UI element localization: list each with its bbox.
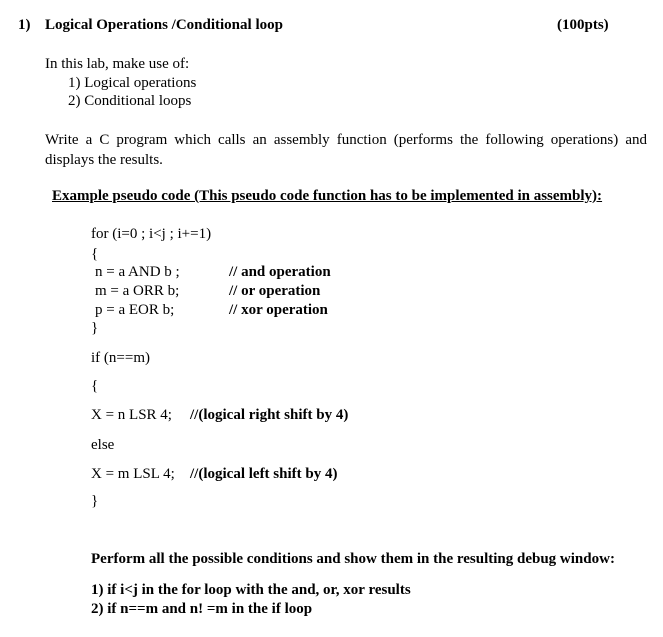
intro-lead: In this lab, make use of: bbox=[45, 56, 190, 72]
points-label: (100pts) bbox=[557, 17, 609, 33]
code-op-stmt: m = a ORR b; bbox=[95, 283, 180, 299]
perform-heading: Perform all the possible conditions and show them in the resulting debug window: bbox=[91, 551, 615, 567]
section-number: 1) bbox=[18, 17, 31, 33]
code-lsl-comment: //(logical left shift by 4) bbox=[190, 466, 338, 482]
example-heading: Example pseudo code (This pseudo code function has to be implemented in assembly): bbox=[52, 188, 603, 204]
code-op-comment: // and operation bbox=[229, 264, 331, 280]
code-lsl-stmt: X = m LSL 4; bbox=[91, 466, 175, 482]
code-open-brace: { bbox=[91, 246, 99, 262]
intro-item: 2) Conditional loops bbox=[68, 93, 192, 109]
perform-item: 2) if n==m and n! =m in the if loop bbox=[91, 601, 313, 617]
code-if-open-brace: { bbox=[91, 378, 99, 394]
section-title: Logical Operations /Conditional loop bbox=[45, 17, 283, 33]
code-op-comment: // xor operation bbox=[229, 302, 328, 318]
code-for-line: for (i=0 ; i<j ; i+=1) bbox=[91, 226, 212, 242]
code-lsr-stmt: X = n LSR 4; bbox=[91, 407, 172, 423]
code-if-close-brace: } bbox=[91, 493, 99, 509]
code-op-stmt: n = a AND b ; bbox=[95, 264, 180, 280]
perform-item: 1) if i<j in the for loop with the and, or, xor results bbox=[91, 582, 411, 598]
code-lsr-comment: //(logical right shift by 4) bbox=[190, 407, 349, 423]
task-paragraph: Write a C program which calls an assembly function (performs the following operations) and displays the results. bbox=[45, 132, 647, 168]
code-op-stmt: p = a EOR b; bbox=[95, 302, 175, 318]
intro-item: 1) Logical operations bbox=[68, 75, 197, 91]
code-if-line: if (n==m) bbox=[91, 350, 150, 366]
code-close-brace: } bbox=[91, 320, 99, 336]
code-op-comment: // or operation bbox=[229, 283, 321, 299]
code-else-line: else bbox=[91, 437, 115, 453]
